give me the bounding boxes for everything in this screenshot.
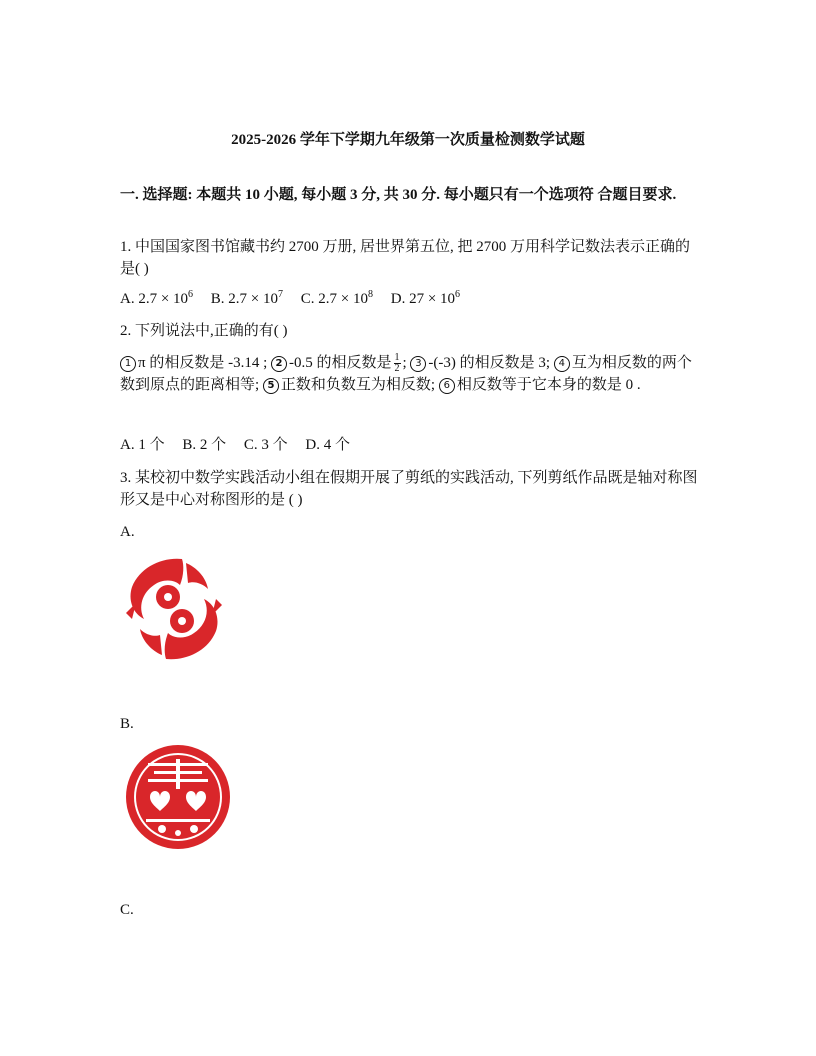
statement-marker: 2 — [271, 356, 287, 372]
fraction-one-half: $\frac{1}{2}$ — [394, 352, 400, 375]
statement-3: -(-3) 的相反数是 3; — [428, 355, 551, 371]
statement-2: -0.5 的相反数是 — [289, 355, 392, 371]
statement-marker: 5 — [263, 378, 279, 394]
option-b: B. $2.7 \times 10^7$ — [210, 289, 284, 307]
option-a: A. $2.7 \times 10^6$ — [120, 289, 194, 307]
statement-1: π 的相反数是 -3.14 ; — [138, 355, 268, 371]
option-c: C. 3 个 — [243, 437, 288, 453]
question-2-stem: 2. 下列说法中,正确的有( ) — [120, 323, 288, 339]
choice-label-c: C. — [120, 902, 134, 918]
statement-marker: 4 — [554, 356, 570, 372]
question-1-stem: 1. 中国国家图书馆藏书约 2700 万册, 居世界第五位, 把 2700 万用科学记数法表示正确的是( ) — [120, 239, 691, 277]
papercut-double-happiness-image — [124, 743, 232, 851]
section-heading: 一. 选择题: 本题共 10 小题, 每小题 3 分, 共 30 分. 每小题只有一个选项符 合题目要求. — [120, 187, 677, 203]
page-title: 2025-2026 学年下学期九年级第一次质量检测数学试题 — [231, 132, 585, 148]
question-2-statements: 1 π 的相反数是 -3.14 ; 2 -0.5 的相反数是 $\frac{1}{2}$ ; 3 -(-3) 的相反数是 3; 4 互为相反数的两个数到原点的距离相等; 5 正数和负数互为相反数; 6 相反数等于它本身的数是 0 . — [120, 352, 692, 394]
statement-4: 互为相反数的两个数到原点的距离相等; — [120, 355, 692, 394]
papercut-fish-image — [122, 553, 226, 665]
option-c: C. $2.7 \times 10^8$ — [300, 289, 373, 307]
option-d: D. 4 个 — [305, 437, 350, 453]
choice-label-a: A. — [120, 524, 135, 540]
choice-label-b: B. — [120, 716, 134, 732]
statement-marker: 6 — [439, 378, 455, 394]
statement-6: 相反数等于它本身的数是 0 . — [456, 377, 641, 394]
statement-marker: 3 — [410, 356, 426, 372]
question-3-stem: 3. 某校初中数学实践活动小组在假期开展了剪纸的实践活动, 下列剪纸作品既是轴对称图形又是中心对称图形的是 ( ) — [120, 470, 698, 508]
statement-marker: 1 — [120, 356, 136, 372]
option-b: B. 2 个 — [182, 437, 227, 453]
option-a: A. 1 个 — [120, 437, 165, 453]
question-2-options — [120, 434, 700, 456]
question-1-options — [120, 288, 700, 310]
statement-5: 正数和负数互为相反数; — [280, 377, 436, 394]
option-d: D. $27 \times 10^6$ — [390, 289, 461, 307]
